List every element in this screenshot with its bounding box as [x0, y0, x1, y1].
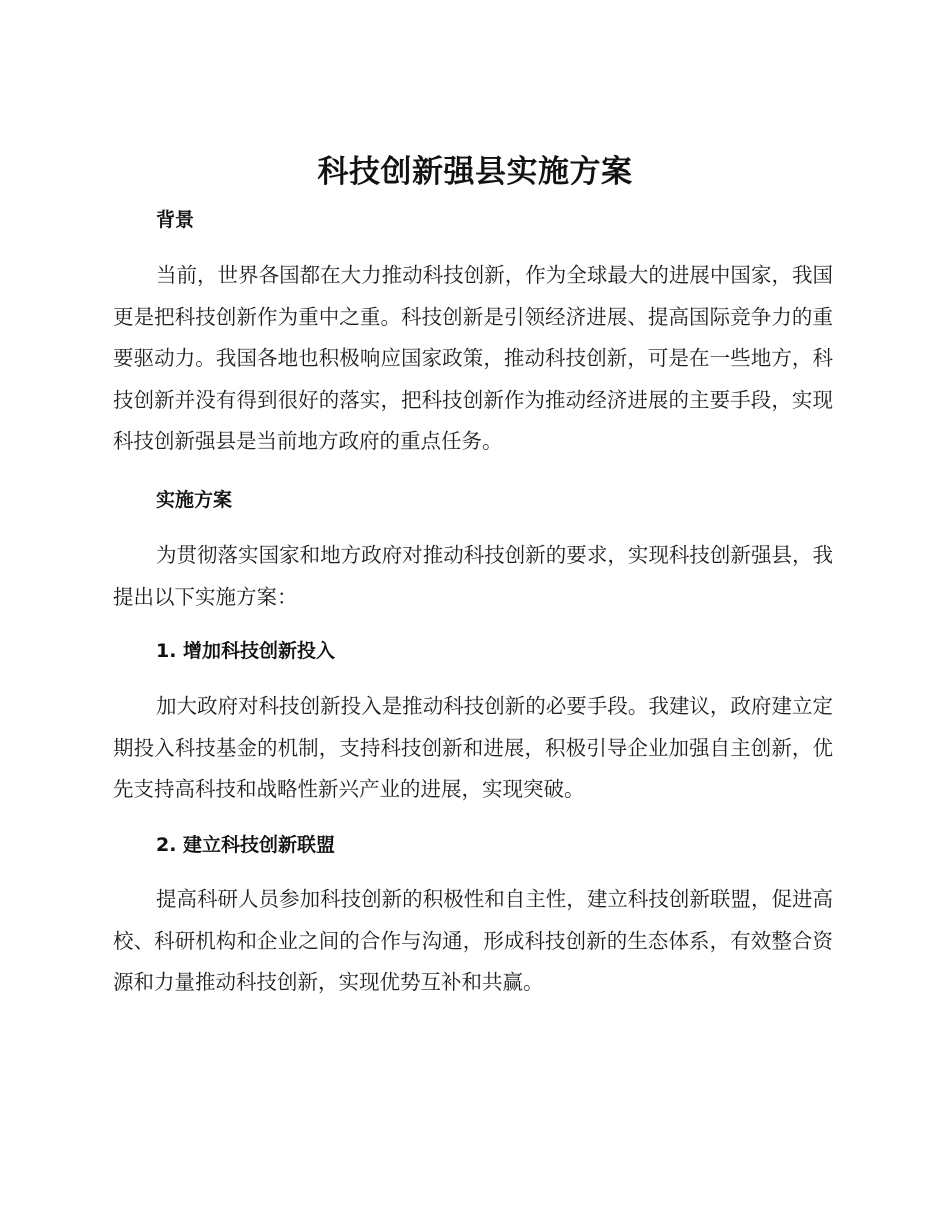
- section-heading-innovation-alliance: 2. 建立科技创新联盟: [156, 834, 336, 856]
- section-paragraph-innovation-alliance: 提高科研人员参加科技创新的积极性和自主性，建立科技创新联盟，促进高校、科研机构和企业之间的合作与沟通，形成科技创新的生态体系，有效整合资源和力量推动科技创新，实现优势互补和共赢。: [113, 887, 833, 995]
- section-paragraph-increase-investment: 加大政府对科技创新投入是推动科技创新的必要手段。我建议，政府建立定期投入科技基金的机制，支持科技创新和进展，积极引导企业加强自主创新，优先支持高科技和战略性新兴产业的进展，实现突破。: [113, 694, 833, 802]
- document-title: 科技创新强县实施方案: [317, 154, 633, 190]
- section-heading-implementation: 实施方案: [156, 489, 233, 511]
- section-paragraph-implementation: 为贯彻落实国家和地方政府对推动科技创新的要求，实现科技创新强县，我提出以下实施方案：: [113, 543, 833, 609]
- section-heading-background: 背景: [156, 209, 195, 231]
- section-heading-increase-investment: 1. 增加科技创新投入: [156, 640, 336, 662]
- section-paragraph-background: 当前，世界各国都在大力推动科技创新，作为全球最大的进展中国家，我国更是把科技创新作为重中之重。科技创新是引领经济进展、提高国际竞争力的重要驱动力。我国各地也积极响应国家政策，推动科技创新，可是在一些地方，科技创新并没有得到很好的落实，把科技创新作为推动经济进展的主要手段，实现科技创新强县是当前地方政府的重点任务。: [113, 263, 833, 454]
